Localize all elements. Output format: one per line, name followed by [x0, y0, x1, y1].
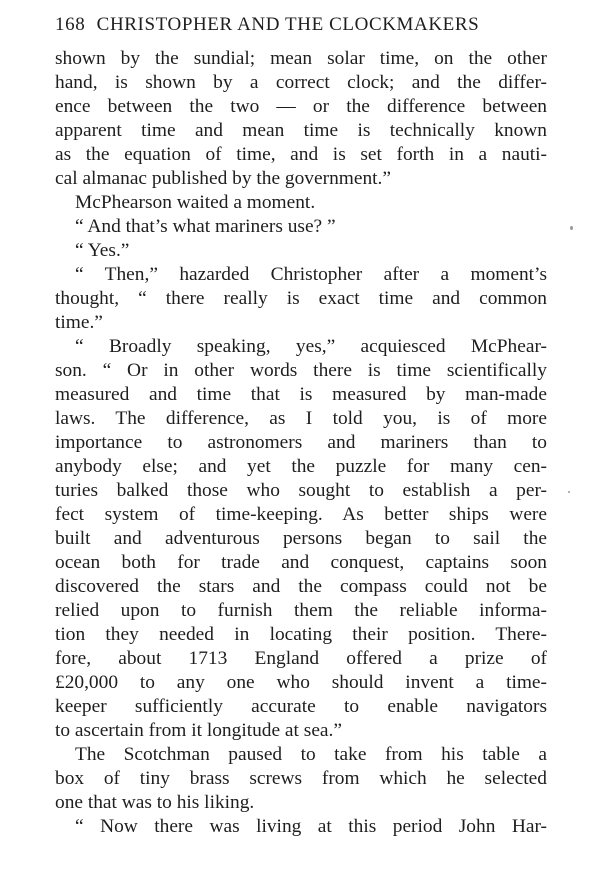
page-number: 168 — [55, 14, 86, 35]
text-line: £20,000 to any one who should invent a time- — [55, 672, 547, 693]
text-line: “ Now there was living at this period John Har- — [75, 816, 547, 837]
text-line: one that was to his liking. — [55, 792, 255, 813]
scan-speck — [568, 491, 570, 493]
text-line: The Scotchman paused to take from his table a — [75, 744, 547, 765]
running-title: CHRISTOPHER AND THE CLOCKMAKERS — [96, 14, 480, 35]
text-line: son. “ Or in other words there is time scientifically — [55, 360, 547, 381]
text-line: “ And that’s what mariners use? ” — [75, 216, 336, 237]
text-line: built and adventurous persons began to sail the — [55, 528, 547, 549]
text-line: importance to astronomers and mariners than to — [55, 432, 547, 453]
text-line: to ascertain from it longitude at sea.” — [55, 720, 342, 741]
text-line: measured and time that is measured by man-made — [55, 384, 547, 405]
text-line: tion they needed in locating their position. There- — [55, 624, 547, 645]
text-line: “ Broadly speaking, yes,” acquiesced McPhear- — [75, 336, 547, 357]
running-header — [55, 10, 555, 40]
text-line: box of tiny brass screws from which he selected — [55, 768, 547, 789]
scan-speck — [570, 226, 573, 230]
text-line: time.” — [55, 312, 103, 333]
text-line: fore, about 1713 England offered a prize of — [55, 648, 547, 669]
text-line: shown by the sundial; mean solar time, on the other — [55, 48, 547, 69]
text-line: thought, “ there really is exact time and common — [55, 288, 547, 309]
text-line: discovered the stars and the compass could not be — [55, 576, 547, 597]
text-line: relied upon to furnish them the reliable informa- — [55, 600, 547, 621]
text-line: “ Yes.” — [75, 240, 130, 261]
text-line: “ Then,” hazarded Christopher after a moment’s — [75, 264, 547, 285]
text-line: cal almanac published by the government.” — [55, 168, 391, 189]
text-line: apparent time and mean time is technically known — [55, 120, 547, 141]
text-line: ocean both for trade and conquest, captains soon — [55, 552, 547, 573]
text-line: keeper sufficiently accurate to enable navigators — [55, 696, 547, 717]
text-line: laws. The difference, as I told you, is of more — [55, 408, 547, 429]
text-line: turies balked those who sought to establish a per- — [55, 480, 547, 501]
text-line: as the equation of time, and is set forth in a nauti- — [55, 144, 547, 165]
text-line: ence between the two — or the difference between — [55, 96, 547, 117]
text-line: hand, is shown by a correct clock; and the differ- — [55, 72, 547, 93]
text-line: anybody else; and yet the puzzle for many cen- — [55, 456, 547, 477]
text-line: fect system of time-keeping. As better ships were — [55, 504, 547, 525]
text-line: McPhearson waited a moment. — [75, 192, 316, 213]
